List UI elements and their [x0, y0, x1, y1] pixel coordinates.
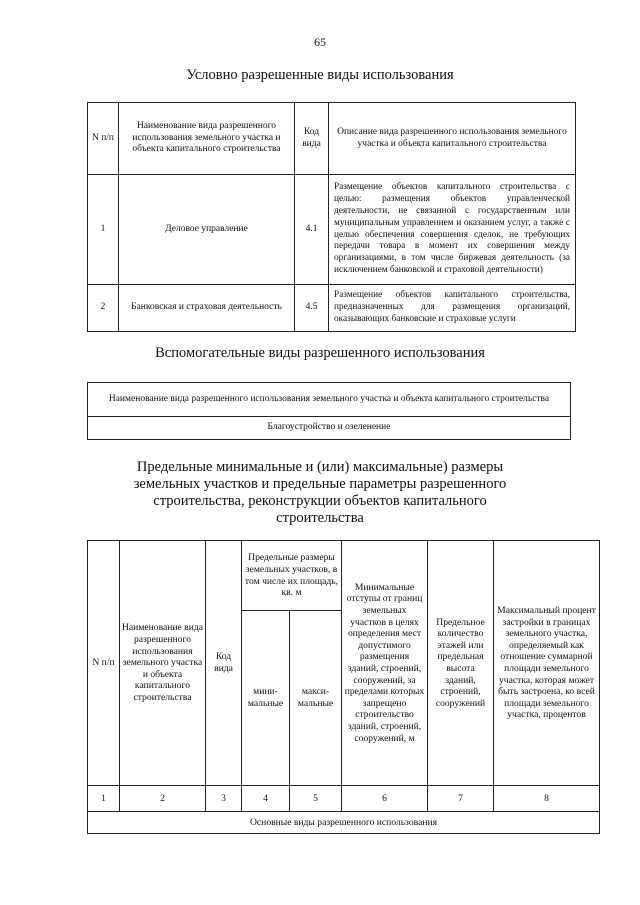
section-title-conditional-uses: Условно разрешенные виды использования — [186, 67, 454, 83]
parameters-table — [87, 540, 600, 834]
cell-description: Размещение объектов капитального строительства, предназначенных для размещения организаций, оказывающих банковские и страховые услуги — [329, 285, 576, 332]
header-cell-max: макси-мальные — [290, 611, 342, 786]
page-number: 65 — [314, 35, 326, 49]
column-number: 4 — [242, 786, 290, 812]
header-cell-sizes: Предельные размеры земельных участков, в том числе их площадь, кв. м — [242, 541, 342, 611]
cell-description: Размещение объектов капитального строительства с целью: размещения объектов управленческой деятельности, не связанной с государственным или муниципальным управлением и оказанием услуг, а также с целью обеспечения совершения сделок, не требующих передачи товара в момент их совершения между организациями, в том числе биржевая деятельность (за исключением банковской и страховой деятельности) — [329, 175, 576, 285]
header-cell-name: Наименование вида разрешенного использования земельного участка и объекта капитального строительства — [88, 383, 571, 417]
column-number: 6 — [342, 786, 428, 812]
main-uses-row-label: Основные виды разрешенного использования — [88, 812, 600, 834]
auxiliary-uses-table — [87, 382, 571, 440]
section-title-line: земельных участков и предельные параметры разрешенного — [133, 476, 507, 492]
cell-name: Благоустройство и озеленение — [88, 417, 571, 440]
header-cell-code: Код вида — [206, 541, 242, 786]
section-title-line: строительства, реконструкции объектов капитального — [153, 493, 487, 509]
header-cell-name: Наименование вида разрешенного использования земельного участка и объекта капитального строительства — [120, 541, 206, 786]
cell-num: 1 — [88, 175, 119, 285]
column-number-row — [88, 786, 600, 812]
cell-num: 2 — [88, 285, 119, 332]
column-number: 2 — [120, 786, 206, 812]
column-number: 8 — [494, 786, 600, 812]
header-cell-setbacks: Минимальные отступы от границ земельных участков в целях определения мест допустимого размещения зданий, строений, сооружений, за пределами которых запрещено строительство зданий, строений, сооружений, м — [342, 541, 428, 786]
table-row — [88, 285, 576, 332]
header-cell-floors: Предельное количество этажей или предельная высота зданий, строений, сооружений — [428, 541, 494, 786]
cell-code: 4.5 — [295, 285, 329, 332]
table-header-row — [88, 383, 571, 417]
section-title-parameters — [0, 459, 640, 527]
column-number: 1 — [88, 786, 120, 812]
header-cell-coverage: Максимальный процент застройки в границах земельного участка, определяемый как отношение суммарной площади земельного участка, которая может быть застроена, ко всей площади земельного участка, процентов — [494, 541, 600, 786]
section-title-line: Предельные минимальные и (или) максимальные) размеры — [136, 459, 504, 475]
table-header-row — [88, 103, 576, 175]
column-number: 7 — [428, 786, 494, 812]
header-cell-name: Наименование вида разрешенного использования земельного участка и объекта капитального строительства — [119, 103, 295, 175]
column-number: 5 — [290, 786, 342, 812]
table-row — [88, 417, 571, 440]
table-header-row — [88, 541, 600, 611]
cell-name: Деловое управление — [119, 175, 295, 285]
header-cell-num: N п/п — [88, 541, 120, 786]
header-cell-min: мини-мальные — [242, 611, 290, 786]
section-title-auxiliary-uses: Вспомогательные виды разрешенного использования — [155, 345, 485, 361]
table-row — [88, 812, 600, 834]
header-cell-code: Код вида — [295, 103, 329, 175]
cell-code: 4.1 — [295, 175, 329, 285]
table-row — [88, 175, 576, 285]
header-cell-num: N п/п — [88, 103, 119, 175]
section-title-line: строительства — [276, 510, 364, 526]
conditional-uses-table — [87, 102, 576, 332]
header-cell-description: Описание вида разрешенного использования земельного участка и объекта капитального строительства — [329, 103, 576, 175]
cell-name: Банковская и страховая деятельность — [119, 285, 295, 332]
column-number: 3 — [206, 786, 242, 812]
